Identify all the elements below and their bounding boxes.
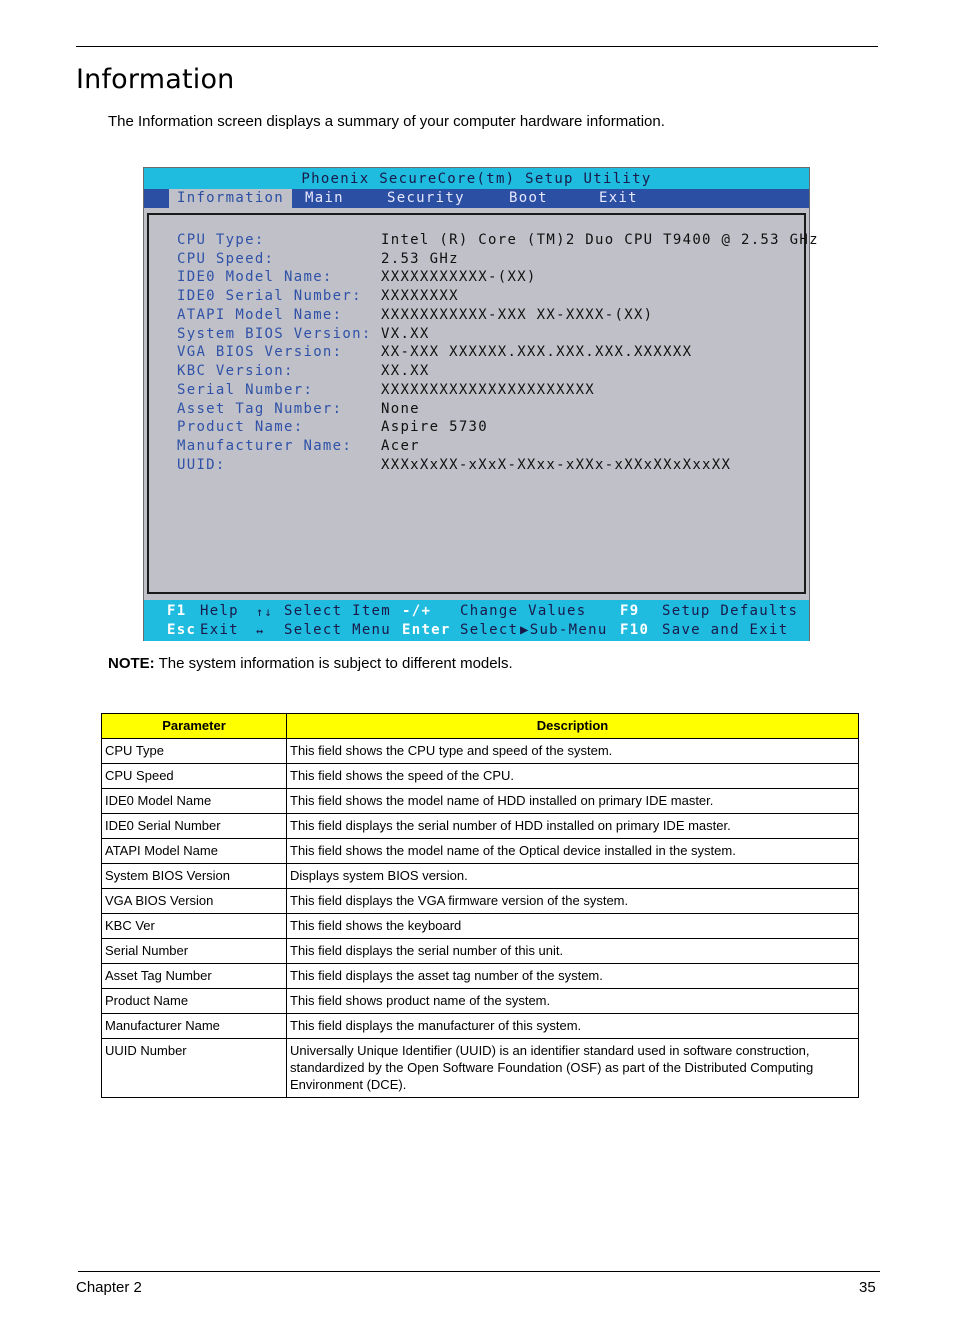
save-exit-label: Save and Exit	[662, 622, 789, 638]
table-row	[102, 889, 859, 914]
description-cell: This field displays the manufacturer of this system.	[287, 1014, 859, 1039]
bios-field-label: VGA BIOS Version:	[177, 344, 343, 360]
parameter-cell: Manufacturer Name	[102, 1014, 287, 1039]
bios-field-label: IDE0 Serial Number:	[177, 288, 362, 304]
bios-field-value: XXXXXXXXXXX-XXX XX-XXXX-(XX)	[381, 307, 654, 323]
enter-key: Enter	[402, 622, 451, 638]
bios-field-value: 2.53 GHz	[381, 251, 459, 267]
table-row	[102, 739, 859, 764]
parameter-cell: CPU Speed	[102, 764, 287, 789]
f1-key: F1	[167, 603, 187, 619]
help-label: Help	[200, 603, 239, 619]
bios-field-label: CPU Speed:	[177, 251, 275, 267]
table-row	[102, 914, 859, 939]
top-divider	[76, 46, 878, 47]
bios-menu-security[interactable]: Security	[387, 190, 465, 206]
change-values-label: Change Values	[460, 603, 587, 619]
parameter-cell: IDE0 Serial Number	[102, 814, 287, 839]
description-cell: This field displays the serial number of HDD installed on primary IDE master.	[287, 814, 859, 839]
bios-screenshot	[143, 167, 819, 641]
parameter-cell: KBC Ver	[102, 914, 287, 939]
page-title: Information	[76, 64, 235, 95]
bios-menu-main[interactable]: Main	[305, 190, 344, 206]
esc-key: Esc	[167, 622, 197, 638]
setup-defaults-label: Setup Defaults	[662, 603, 799, 619]
submenu-label: ▶Sub-Menu	[520, 622, 608, 638]
note-paragraph	[108, 655, 513, 672]
description-cell: This field shows the speed of the CPU.	[287, 764, 859, 789]
parameter-table	[101, 713, 859, 1098]
table-row	[102, 764, 859, 789]
note-label: NOTE:	[108, 655, 155, 672]
description-cell: This field shows product name of the system.	[287, 989, 859, 1014]
intro-paragraph: The Information screen displays a summary of your computer hardware information.	[108, 113, 665, 130]
f9-key: F9	[620, 603, 640, 619]
table-row	[102, 989, 859, 1014]
description-cell: This field displays the VGA firmware version of the system.	[287, 889, 859, 914]
note-text: The system information is subject to different models.	[154, 655, 513, 672]
description-cell: Displays system BIOS version.	[287, 864, 859, 889]
parameter-cell: CPU Type	[102, 739, 287, 764]
bios-field-value: XXXXXXXXXXX-(XX)	[381, 269, 537, 285]
description-cell: This field shows the model name of HDD installed on primary IDE master.	[287, 789, 859, 814]
bios-menu-boot[interactable]: Boot	[509, 190, 548, 206]
bios-field-value: Intel (R) Core (TM)2 Duo CPU T9400 @ 2.53 GHz	[381, 232, 819, 248]
description-cell: This field shows the CPU type and speed of the system.	[287, 739, 859, 764]
parameter-cell: System BIOS Version	[102, 864, 287, 889]
description-cell: This field displays the serial number of this unit.	[287, 939, 859, 964]
up-down-arrow-icon: ↑↓	[256, 605, 274, 619]
table-row	[102, 789, 859, 814]
f10-key: F10	[620, 622, 650, 638]
bios-field-label: System BIOS Version:	[177, 326, 372, 342]
bios-help-footer	[144, 600, 809, 641]
bios-field-label: Serial Number:	[177, 382, 314, 398]
header-description: Description	[287, 714, 859, 739]
bios-field-value: XXXXXXXX	[381, 288, 459, 304]
select-label: Select	[460, 622, 519, 638]
table-header-row	[102, 714, 859, 739]
bios-field-value: XXXxXxXX-xXxX-XXxx-xXXx-xXXxXXxXxxXX	[381, 457, 732, 473]
description-cell: This field displays the asset tag number of the system.	[287, 964, 859, 989]
bios-field-label: KBC Version:	[177, 363, 294, 379]
bios-menu-information[interactable]: Information	[169, 189, 292, 208]
chapter-label: Chapter 2	[76, 1279, 142, 1296]
minus-plus-key: -/+	[402, 603, 432, 619]
bios-field-value: None	[381, 401, 420, 417]
description-cell: This field shows the model name of the Optical device installed in the system.	[287, 839, 859, 864]
bios-field-value: XX-XXX XXXXXX.XXX.XXX.XXX.XXXXXX	[381, 344, 693, 360]
parameter-cell: Product Name	[102, 989, 287, 1014]
parameter-cell: IDE0 Model Name	[102, 789, 287, 814]
bios-menu-bar	[144, 189, 809, 208]
exit-label: Exit	[200, 622, 239, 638]
table-row	[102, 1014, 859, 1039]
bios-menu-exit[interactable]: Exit	[599, 190, 638, 206]
table-row	[102, 839, 859, 864]
bios-field-label: UUID:	[177, 457, 226, 473]
table-row	[102, 939, 859, 964]
description-cell: This field shows the keyboard	[287, 914, 859, 939]
table-row	[102, 964, 859, 989]
table-row	[102, 814, 859, 839]
bios-field-label: Product Name:	[177, 419, 304, 435]
bios-info-panel	[147, 213, 819, 594]
page-number: 35	[859, 1279, 876, 1296]
table-row	[102, 1039, 859, 1098]
bios-field-value: Aspire 5730	[381, 419, 489, 435]
select-menu-label: Select Menu	[284, 622, 392, 638]
bios-title-bar: Phoenix SecureCore(tm) Setup Utility	[144, 168, 809, 189]
bios-field-label: Manufacturer Name:	[177, 438, 353, 454]
parameter-cell: UUID Number	[102, 1039, 287, 1098]
select-item-label: Select Item	[284, 603, 392, 619]
description-cell: Universally Unique Identifier (UUID) is an identifier standard used in software construction, standardized by the Open Software Foundation (OSF) as part of the Distributed Computing Environment (DCE).	[287, 1039, 859, 1098]
parameter-cell: Serial Number	[102, 939, 287, 964]
bios-field-value: Acer	[381, 438, 420, 454]
bios-field-label: Asset Tag Number:	[177, 401, 343, 417]
left-right-arrow-icon: ↔	[256, 624, 265, 638]
bios-field-label: CPU Type:	[177, 232, 265, 248]
bios-field-label: IDE0 Model Name:	[177, 269, 333, 285]
parameter-cell: Asset Tag Number	[102, 964, 287, 989]
table-row	[102, 864, 859, 889]
bios-field-value: XX.XX	[381, 363, 430, 379]
bios-field-label: ATAPI Model Name:	[177, 307, 343, 323]
footer-divider	[78, 1271, 880, 1272]
bios-field-value: VX.XX	[381, 326, 430, 342]
parameter-cell: VGA BIOS Version	[102, 889, 287, 914]
bios-field-value: XXXXXXXXXXXXXXXXXXXXXX	[381, 382, 596, 398]
header-parameter: Parameter	[102, 714, 287, 739]
parameter-cell: ATAPI Model Name	[102, 839, 287, 864]
